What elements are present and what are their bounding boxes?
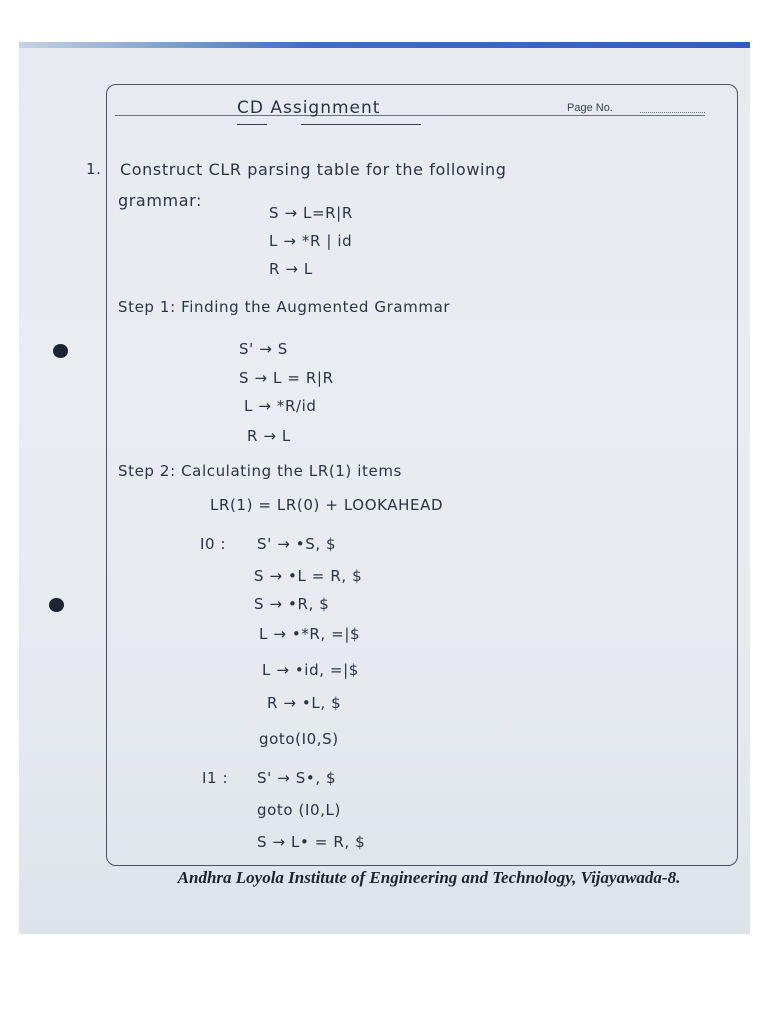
lr-item: S' → •S, $ — [257, 535, 337, 553]
title-underline — [237, 124, 267, 125]
augmented-rule: R → L — [247, 427, 291, 445]
title-underline — [301, 124, 421, 125]
lr-item: S → •R, $ — [254, 595, 330, 613]
grammar-rule: L → *R | id — [269, 232, 353, 250]
lr-item: S' → S•, $ — [257, 769, 337, 787]
augmented-rule: S → L = R|R — [239, 369, 334, 387]
institution-footer: Andhra Loyola Institute of Engineering and Technology, Vijayawada-8. — [177, 868, 681, 887]
page-no-label: Page No. — [567, 102, 613, 114]
lr-item: L → •*R, =|$ — [259, 625, 361, 643]
augmented-rule: S' → S — [239, 340, 288, 358]
question-number: 1. — [86, 160, 102, 178]
lr-item: S → •L = R, $ — [254, 567, 363, 585]
augmented-rule: L → *R/id — [244, 397, 317, 415]
punch-hole — [53, 344, 68, 358]
page-no-dots — [640, 112, 705, 113]
page-title: CD Assignment — [237, 98, 381, 118]
lr-item: L → •id, =|$ — [262, 661, 359, 679]
grammar-rule: R → L — [269, 260, 313, 278]
notebook-photo — [19, 42, 750, 934]
header-rule — [115, 115, 705, 116]
grammar-rule: S → L=R|R — [269, 204, 353, 222]
question-line: Construct CLR parsing table for the following — [120, 160, 507, 179]
step-heading: Step 1: Finding the Augmented Grammar — [118, 298, 451, 316]
step-heading: Step 2: Calculating the LR(1) items — [118, 462, 402, 480]
background-strip — [19, 42, 750, 48]
goto-expression: goto(I0,S) — [259, 730, 339, 748]
state-label: I0 : — [200, 535, 227, 553]
goto-expression: goto (I0,L) — [257, 801, 341, 819]
punch-hole — [49, 598, 64, 612]
state-label: I1 : — [202, 769, 229, 787]
question-line: grammar: — [118, 191, 203, 210]
lr-item: R → •L, $ — [267, 694, 342, 712]
lr-item: S → L• = R, $ — [257, 833, 366, 851]
lr1-formula: LR(1) = LR(0) + LOOKAHEAD — [210, 496, 444, 514]
